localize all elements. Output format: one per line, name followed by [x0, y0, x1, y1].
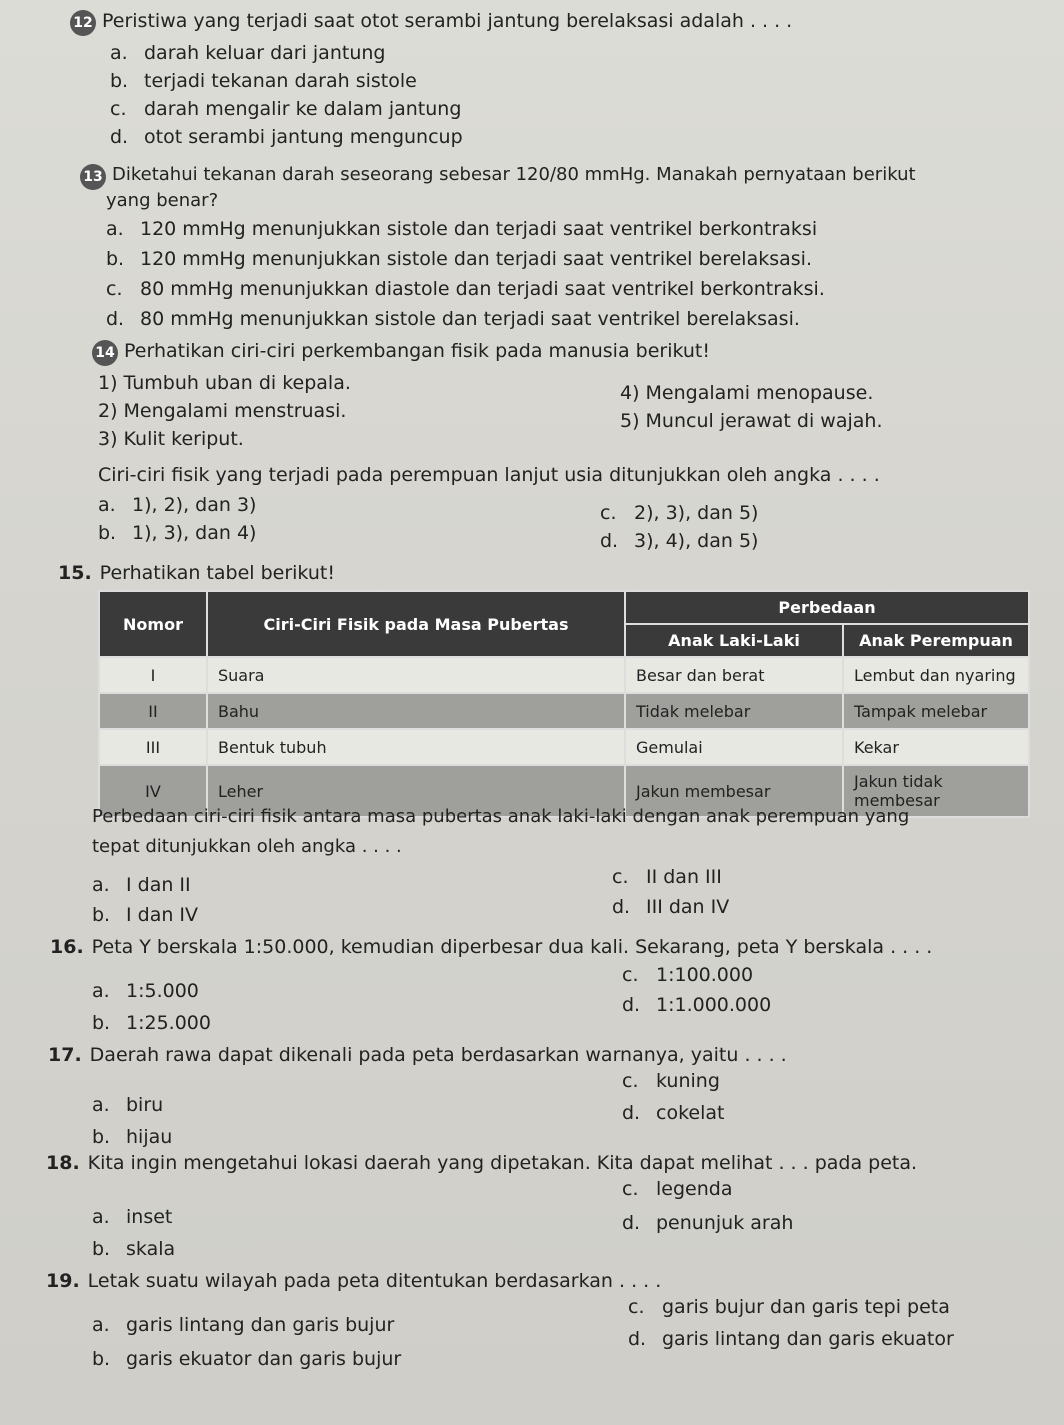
option-a: a. inset	[92, 1206, 173, 1228]
statement-3: 3) Kulit keriput.	[98, 428, 244, 450]
option-d: d. 80 mmHg menunjukkan sistole dan terjadi saat ventrikel berelaksasi.	[106, 308, 800, 330]
option-c: c. darah mengalir ke dalam jantung	[110, 98, 462, 120]
option-a: a. biru	[92, 1094, 164, 1116]
option-c: c. garis bujur dan garis tepi peta	[628, 1296, 950, 1318]
option-a: a. darah keluar dari jantung	[110, 42, 386, 64]
question-prompt: Perbedaan ciri-ciri fisik antara masa pubertas anak laki-laki dengan anak perempuan yang	[92, 806, 910, 827]
option-b: b. terjadi tekanan darah sistole	[110, 70, 417, 92]
option-b: b. 120 mmHg menunjukkan sistole dan terjadi saat ventrikel berelaksasi.	[106, 248, 812, 270]
question-13	[80, 164, 1040, 190]
option-c: c. 80 mmHg menunjukkan diastole dan terjadi saat ventrikel berkontraksi.	[106, 278, 825, 300]
option-a: a. 120 mmHg menunjukkan sistole dan terjadi saat ventrikel berkontraksi	[106, 218, 818, 240]
option-d: d. garis lintang dan garis ekuator	[628, 1328, 954, 1350]
option-d: d. 1:1.000.000	[622, 994, 772, 1016]
option-b: b. skala	[92, 1238, 176, 1260]
table-row: II Bahu Tidak melebar Tampak melebar	[99, 693, 1029, 729]
option-a: a. garis lintang dan garis bujur	[92, 1314, 395, 1336]
question-text: Daerah rawa dapat dikenali pada peta berdasarkan warnanya, yaitu . . . .	[89, 1044, 787, 1066]
statement-2: 2) Mengalami menstruasi.	[98, 400, 347, 422]
table-row: III Bentuk tubuh Gemulai Kekar	[99, 729, 1029, 765]
question-text: Kita ingin mengetahui lokasi daerah yang dipetakan. Kita dapat melihat . . . pada peta.	[87, 1152, 918, 1174]
question-text: Peta Y berskala 1:50.000, kemudian diperbesar dua kali. Sekarang, peta Y berskala . . . .	[91, 936, 933, 958]
question-text: Diketahui tekanan darah seseorang sebesar 120/80 mmHg. Manakah pernyataan berikut	[112, 164, 916, 185]
question-number: 17.	[48, 1044, 82, 1066]
option-b: b. 1), 3), dan 4)	[98, 522, 257, 544]
option-c: c. 2), 3), dan 5)	[600, 502, 759, 524]
question-text: Perhatikan tabel berikut!	[99, 562, 335, 584]
statement-5: 5) Muncul jerawat di wajah.	[620, 410, 883, 432]
option-d: d. otot serambi jantung menguncup	[110, 126, 463, 148]
statement-4: 4) Mengalami menopause.	[620, 382, 874, 404]
question-number: 16.	[50, 936, 84, 958]
header-laki: Anak Laki-Laki	[625, 624, 843, 657]
option-d: d. penunjuk arah	[622, 1212, 794, 1234]
option-b: b. hijau	[92, 1126, 173, 1148]
question-prompt: Ciri-ciri fisik yang terjadi pada perempuan lanjut usia ditunjukkan oleh angka . . . .	[98, 464, 880, 486]
question-number: 19.	[46, 1270, 80, 1292]
option-a: a. I dan II	[92, 874, 191, 896]
question-15	[58, 562, 335, 584]
question-text-cont: yang benar?	[106, 190, 219, 211]
question-text: Perhatikan ciri-ciri perkembangan fisik pada manusia berikut!	[124, 340, 710, 362]
option-c: c. kuning	[622, 1070, 720, 1092]
option-d: d. III dan IV	[612, 896, 730, 918]
header-perbedaan: Perbedaan	[625, 591, 1029, 624]
question-number: 15.	[58, 562, 92, 584]
question-number-badge: 12	[70, 10, 96, 36]
option-b: b. garis ekuator dan garis bujur	[92, 1348, 402, 1370]
option-c: c. 1:100.000	[622, 964, 754, 986]
option-a: a. 1:5.000	[92, 980, 199, 1002]
question-18	[46, 1152, 917, 1174]
question-text: Letak suatu wilayah pada peta ditentukan berdasarkan . . . .	[87, 1270, 662, 1292]
question-14	[92, 340, 1032, 366]
question-19	[46, 1270, 661, 1292]
puberty-table	[98, 590, 1030, 818]
question-text: Peristiwa yang terjadi saat otot serambi jantung berelaksasi adalah . . . .	[102, 10, 793, 32]
option-a: a. 1), 2), dan 3)	[98, 494, 257, 516]
table-row: I Suara Besar dan berat Lembut dan nyaring	[99, 657, 1029, 693]
option-c: c. legenda	[622, 1178, 733, 1200]
option-b: b. 1:25.000	[92, 1012, 211, 1034]
question-17	[48, 1044, 787, 1066]
question-prompt-cont: tepat ditunjukkan oleh angka . . . .	[92, 836, 402, 857]
option-b: b. I dan IV	[92, 904, 199, 926]
question-16	[50, 936, 932, 958]
question-number-badge: 14	[92, 340, 118, 366]
option-c: c. II dan III	[612, 866, 722, 888]
question-number-badge: 13	[80, 164, 106, 190]
option-d: d. 3), 4), dan 5)	[600, 530, 759, 552]
option-d: d. cokelat	[622, 1102, 725, 1124]
question-12	[70, 10, 1030, 36]
table-row: IV Leher Jakun membesar Jakun tidak membesar	[99, 765, 1029, 817]
header-perempuan: Anak Perempuan	[843, 624, 1029, 657]
statement-1: 1) Tumbuh uban di kepala.	[98, 372, 351, 394]
header-ciri: Ciri-Ciri Fisik pada Masa Pubertas	[207, 591, 625, 657]
question-number: 18.	[46, 1152, 80, 1174]
header-nomor: Nomor	[99, 591, 207, 657]
